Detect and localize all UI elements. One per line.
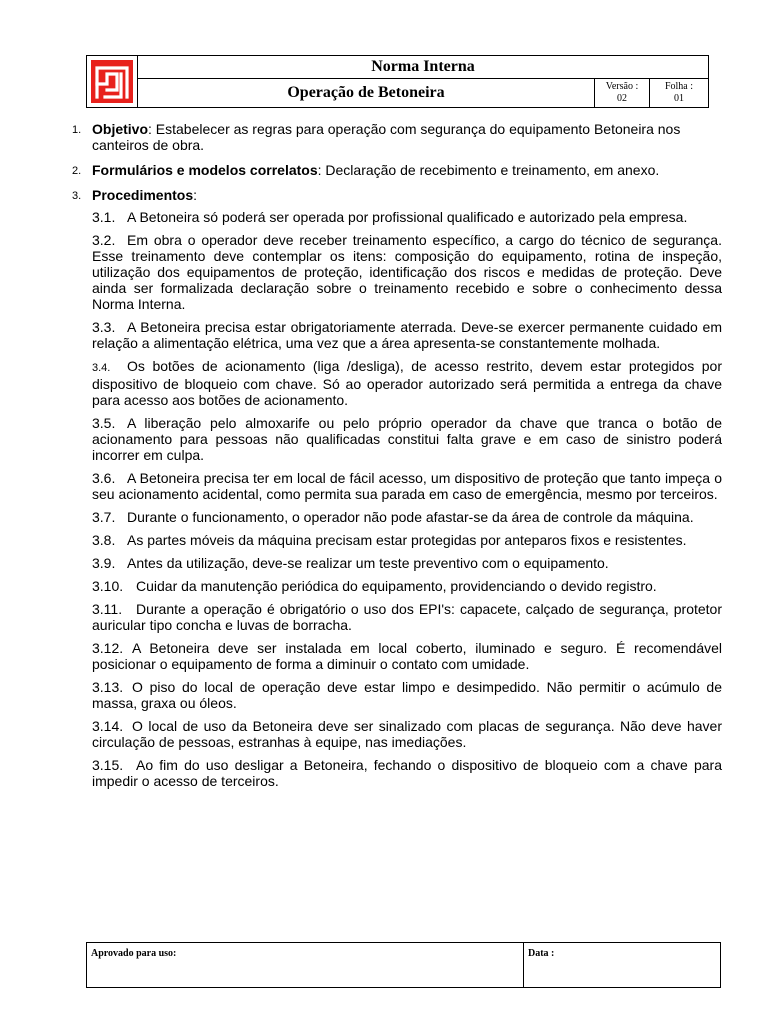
procedure-number: 3.9.	[92, 555, 116, 571]
procedure-number: 3.8.	[92, 532, 116, 548]
procedure-number: 3.3.	[92, 319, 116, 335]
procedure-text: A Betoneira só poderá ser operada por profissional qualificado e autorizado pela empresa.	[127, 209, 688, 225]
document-title: Norma Interna	[138, 56, 708, 79]
document-header-table	[86, 55, 709, 108]
document-body	[70, 121, 722, 796]
procedure-text: Cuidar da manutenção periódica do equipamento, providenciando o devido registro.	[136, 578, 657, 594]
document-subtitle: Operação de Betoneira	[138, 79, 595, 107]
procedure-item	[92, 555, 722, 571]
procedure-number: 3.14.	[92, 718, 124, 734]
section-text: :	[193, 187, 198, 203]
procedure-number: 3.10.	[92, 578, 124, 594]
section-number: 1.	[72, 124, 82, 136]
section-objective	[70, 121, 722, 153]
procedure-number: 3.2.	[92, 232, 116, 248]
procedure-text: A Betoneira precisa estar obrigatoriamente aterrada. Deve-se exercer permanente cuidado em relação a alimentação elétrica, uma vez que a área apresenta-se constantemente molhada.	[92, 319, 722, 351]
procedure-text: O piso do local de operação deve estar limpo e desimpedido. Não permitir o acúmulo de massa, graxa ou óleos.	[92, 679, 722, 711]
section-procedures	[70, 187, 722, 203]
section-number: 3.	[72, 190, 82, 202]
procedure-number: 3.4.	[92, 362, 111, 374]
procedure-item	[92, 532, 722, 548]
version-cell	[595, 79, 650, 107]
company-logo-icon	[91, 60, 133, 103]
date-cell	[524, 943, 720, 987]
section-text: : Declaração de recebimento e treinamento, em anexo.	[317, 162, 660, 178]
procedure-number: 3.12.	[92, 640, 124, 656]
procedure-item	[92, 718, 722, 750]
logo-cell	[87, 56, 138, 107]
procedure-item	[92, 679, 722, 711]
sheet-value: 01	[674, 93, 684, 104]
procedure-text: A Betoneira precisa ter em local de fácil acesso, um dispositivo de proteção que tanto impeça o seu acionamento acidental, como permita sua parada em caso de emergência, mesmo por terceiros.	[92, 470, 722, 502]
procedure-number: 3.1.	[92, 209, 116, 225]
approved-label: Aprovado para uso:	[91, 948, 177, 959]
procedure-item	[92, 232, 722, 312]
approval-table	[86, 942, 721, 988]
procedure-text: Durante o funcionamento, o operador não pode afastar-se da área de controle da máquina.	[127, 509, 694, 525]
section-heading: Objetivo	[92, 121, 149, 137]
section-text: : Estabelecer as regras para operação com segurança do equipamento Betoneira nos canteiros de obra.	[92, 121, 681, 153]
version-label: Versão :	[605, 81, 639, 92]
procedure-item	[92, 757, 722, 789]
procedure-item	[92, 578, 722, 594]
procedure-number: 3.15.	[92, 757, 124, 773]
procedure-text: Durante a operação é obrigatório o uso dos EPI's: capacete, calçado de segurança, protetor auricular tipo concha e luvas de borracha.	[92, 601, 722, 633]
procedure-text: As partes móveis da máquina precisam estar protegidas por anteparos fixos e resistentes.	[127, 532, 687, 548]
procedure-item	[92, 319, 722, 351]
sheet-cell	[650, 79, 708, 107]
procedure-item	[92, 209, 722, 225]
procedure-text: Em obra o operador deve receber treinamento específico, a cargo do técnico de segurança. Esse treinamento deve contemplar os itens: composição do equipamento, rotina de inspeção, utilização dos equipamentos de proteção, identificação dos riscos e medidas de proteção. Deve ainda ser formalizada declaração sobre o treinamento recebido e sobre o conhecimento dessa Norma Interna.	[92, 232, 722, 312]
section-forms	[70, 162, 722, 178]
procedure-item	[92, 601, 722, 633]
procedure-text: Antes da utilização, deve-se realizar um teste preventivo com o equipamento.	[127, 555, 609, 571]
procedure-number: 3.11.	[92, 601, 123, 617]
procedure-text: A Betoneira deve ser instalada em local coberto, iluminado e seguro. É recomendável posicionar o equipamento de forma a diminuir o contato com umidade.	[92, 640, 722, 672]
procedure-text: Ao fim do uso desligar a Betoneira, fechando o dispositivo de bloqueio com a chave para impedir o acesso de terceiros.	[92, 757, 722, 789]
procedure-number: 3.6.	[92, 470, 116, 486]
procedure-text: A liberação pelo almoxarife ou pelo próprio operador da chave que tranca o botão de acionamento para pessoas não qualificadas constitui falta grave e em caso de sinistro poderá incorrer em culpa.	[92, 415, 722, 463]
procedure-number: 3.7.	[92, 509, 116, 525]
date-label: Data :	[528, 948, 555, 959]
procedure-item	[92, 470, 722, 502]
procedure-item	[92, 509, 722, 525]
procedure-number: 3.13.	[92, 679, 124, 695]
version-value: 02	[617, 93, 627, 104]
procedure-number: 3.5.	[92, 415, 116, 431]
procedure-item	[92, 640, 722, 672]
section-heading: Formulários e modelos correlatos	[92, 162, 318, 178]
procedure-item	[92, 415, 722, 463]
section-number: 2.	[72, 165, 82, 177]
procedure-text: Os botões de acionamento (liga /desliga), de acesso restrito, devem estar protegidos por dispositivo de bloqueio com chave. Só ao operador autorizado será permitida a entrega da chave para acesso aos botões de acionamento.	[92, 358, 722, 408]
approved-cell	[87, 943, 524, 987]
section-heading: Procedimentos	[92, 187, 194, 203]
sheet-label: Folha :	[664, 81, 694, 92]
procedure-item	[92, 358, 722, 408]
procedure-text: O local de uso da Betoneira deve ser sinalizado com placas de segurança. Não deve haver circulação de pessoas, estranhas à equipe, nas imediações.	[92, 718, 722, 750]
